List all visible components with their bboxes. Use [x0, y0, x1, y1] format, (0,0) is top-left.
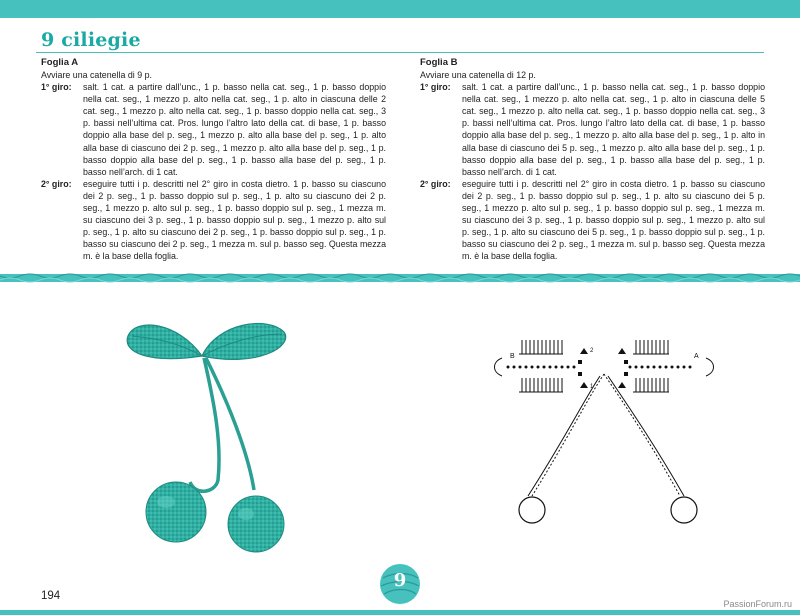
leaf-a-intro: Avviare una catenella di 9 p.: [41, 70, 152, 80]
leaf-b-section: [420, 57, 765, 263]
site-watermark: PassionForum.ru: [723, 599, 792, 609]
diagram-label-b: B: [510, 353, 515, 360]
leaf-a-heading: Foglia A: [41, 57, 79, 68]
round-text: salt. 1 cat. a partire dall’unc., 1 p. basso nella cat. seg., 1 p. basso doppio nella cat. seg., 1 mezzo p. alto nella cat. seg., 1 p. alto in ciascuna delle 5 cat. seg., 1 mezzo p. alto nella cat. seg., 1 p. basso doppio nella cat. seg., 3 p. bassi nell’ultima cat. Pros. lungo l’altro lato della cat. di base, 1 p. basso doppio alla base del p. seg., 1 mezzo p. alto alla base del p. seg., 1 p. alto in alla base di ciascuno dei 5 p. seg., 1 mezzo p. alto alla base del p. seg., 1 p. basso doppio alla base del p. seg., 1 p. basso alla base del p. seg., 1 p. basso nell’arch. di 1 cat.: [462, 82, 765, 177]
chapter-number-badge: 9: [393, 570, 407, 591]
leaf-a-section: [41, 57, 386, 263]
round-label: 2° giro:: [41, 178, 72, 189]
top-accent-bar: [0, 0, 800, 18]
bottom-accent-bar: [0, 610, 800, 615]
diagram-label-a: A: [694, 353, 699, 360]
diagram-round-2-label: 2: [590, 348, 594, 354]
leaf-a-round-2: [41, 178, 386, 263]
leaf-b-heading: Foglia B: [420, 57, 458, 68]
round-text: eseguire tutti i p. descritti nel 2° giro in costa dietro. 1 p. basso su ciascuno dei 2 p. seg., 1 p. basso doppio sul p. seg., 1 p. alto su ciascuno dei 2 p. seg., 1 mezzo p. alto sul p. seg., 1 p. basso doppio sul p. seg., 1 mezza m. su ciascuno dei 3 p. seg., 1 p. basso doppio sul p. seg., 1 mezzo p. alto sul p. seg., 1 p. alto su ciascuno dei 2 p. seg., 1 p. basso doppio sul p. seg., 1 p. basso su ciascuno dei 2 p. seg., 1 mezza m. sul p. basso seg. Questa mezza m. è la base della foglia.: [83, 178, 386, 262]
page-number: 194: [41, 590, 61, 602]
leaf-b-round-2: [420, 178, 765, 263]
round-label: 1° giro:: [41, 82, 72, 93]
round-text: salt. 1 cat. a partire dall’unc., 1 p. basso nella cat. seg., 1 p. basso doppio nella cat. seg., 1 mezzo p. alto nella cat. seg., 1 p. alto in ciascuna delle 2 cat. seg., 1 mezzo p. alto nella cat. seg., 1 p. basso doppio nella cat. seg., 3 p. bassi nell’ultima cat. Pros. lungo l’altro lato della cat. di base, 1 p. basso doppio alla base del p. seg., 1 mezzo p. alto alla base del p. seg., 1 p. alto alla base di ciascuno dei 2 p. seg., 1 mezzo p. alto alla base del p. seg., 1 p. basso doppio alla base del p. seg., 1 p. basso alla base del p. seg., 1 p. basso nell’arch. di 1 cat.: [83, 82, 386, 177]
cherries-photo: [118, 312, 308, 567]
round-label: 2° giro:: [420, 178, 451, 189]
leaf-a-round-1: [41, 81, 386, 178]
round-label: 1° giro:: [420, 82, 451, 93]
leaf-b-intro: Avviare una catenella di 12 p.: [420, 70, 536, 80]
round-text: eseguire tutti i p. descritti nel 2° giro in costa dietro. 1 p. basso su ciascuno dei 2 p. seg., 1 p. basso doppio sul p. seg., 1 p. alto su ciascuno dei 5 p. seg., 1 mezzo p. alto sul p. seg., 1 p. basso doppio sul p. seg., 1 mezza m. su ciascuno dei 3 p. seg., 1 p. basso doppio sul p. seg., 1 mezzo p. alto sul p. seg., 1 p. alto su ciascuno dei 5 p. seg., 1 p. basso doppio sul p. seg., 1 p. basso su ciascuno dei 2 p. seg., 1 mezza m. sul p. basso seg. Questa mezza m. è la base della foglia.: [462, 178, 765, 262]
page-title: 9 ciliegie: [41, 29, 141, 51]
leaf-b-round-1: [420, 81, 765, 178]
diagram-round-1-label: 1: [590, 384, 594, 390]
crochet-chart: [488, 318, 724, 528]
yarn-divider: [0, 272, 800, 284]
title-underline: [36, 52, 764, 53]
